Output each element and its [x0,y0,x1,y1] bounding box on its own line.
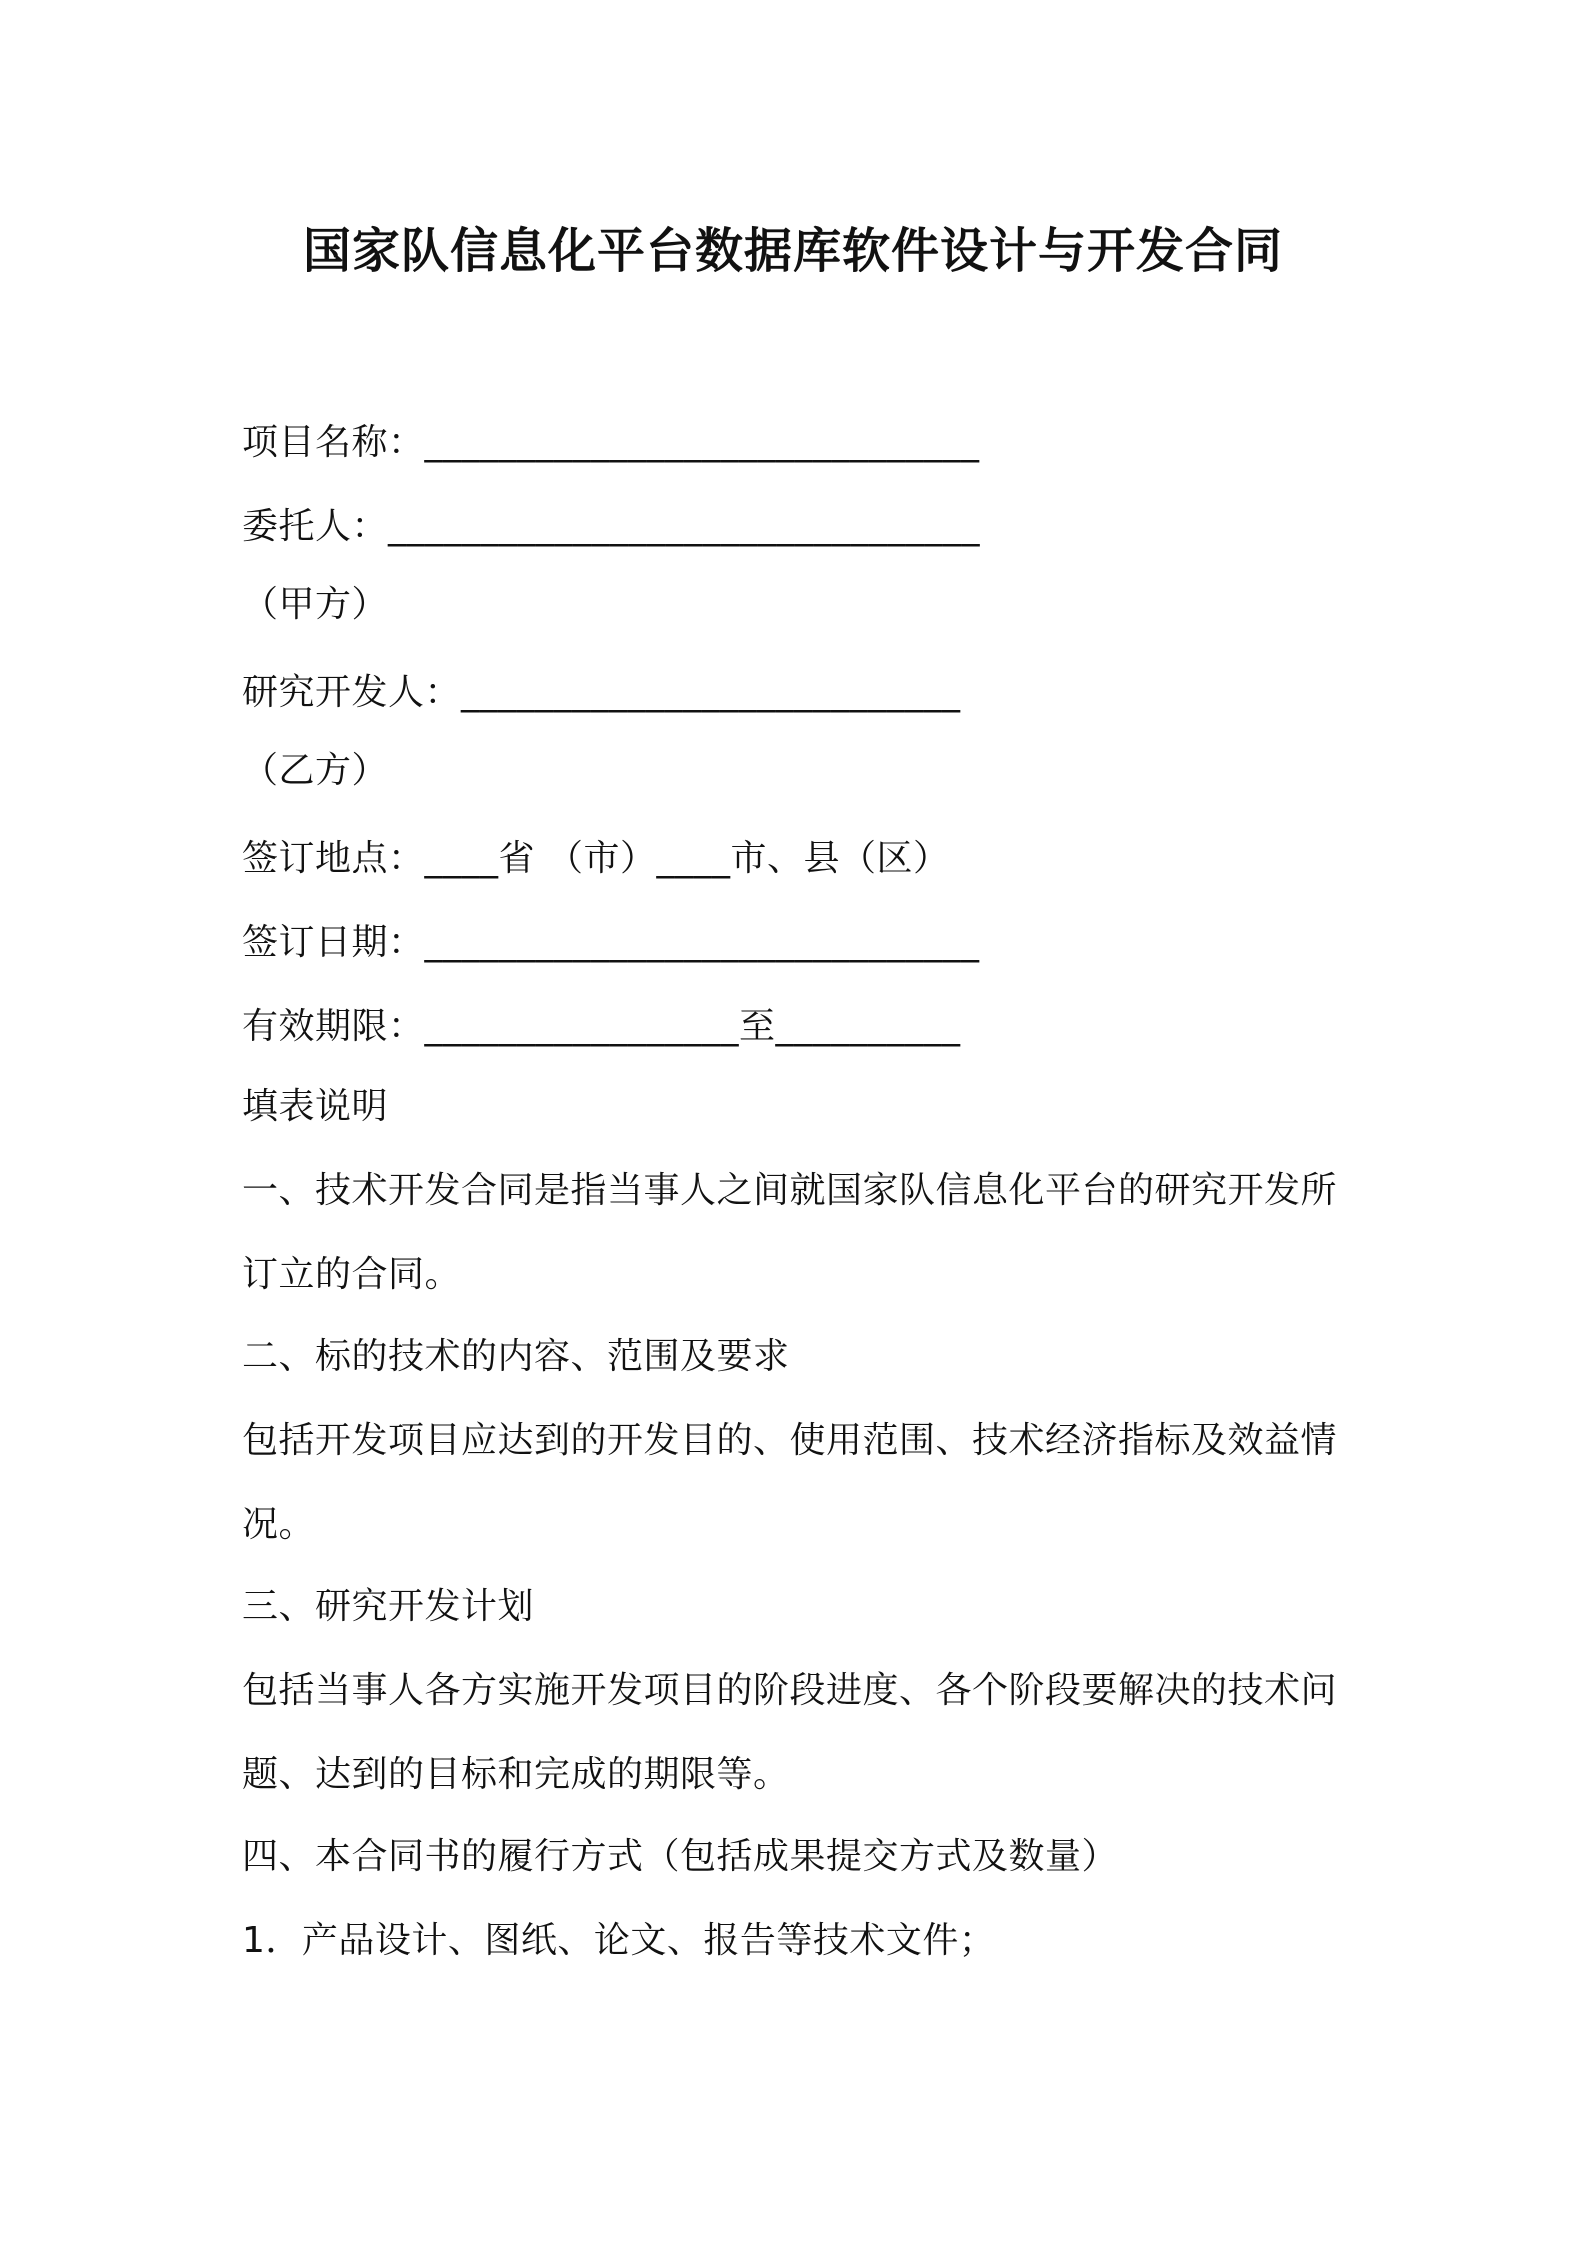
body-line: 包括当事人各方实施开发项目的阶段进度、各个阶段要解决的技术问 [242,1670,1338,1711]
client-party-label: （甲方） [242,584,389,625]
validity-field: 有效期限：_________________至__________ [242,1006,961,1047]
project-name-field: 项目名称：______________________________ [242,422,980,463]
developer-field: 研究开发人：___________________________ [242,672,961,713]
body-line: 订立的合同。 [242,1254,462,1295]
body-line: 一、技术开发合同是指当事人之间就国家队信息化平台的研究开发所 [242,1170,1338,1211]
developer-party-label: （乙方） [242,750,389,791]
body-line: 1．产品设计、图纸、论文、报告等技术文件； [242,1920,996,1961]
body-line: 题、达到的目标和完成的期限等。 [242,1754,790,1795]
document-title: 国家队信息化平台数据库软件设计与开发合同 [302,223,1283,279]
body-line: 包括开发项目应达到的开发目的、使用范围、技术经济指标及效益情 [242,1420,1338,1461]
section-heading: 四、本合同书的履行方式（包括成果提交方式及数量） [242,1836,1119,1877]
sign-date-field: 签订日期：______________________________ [242,922,980,963]
sign-place-field: 签订地点：____省 （市）____市、县（区） [242,838,950,879]
section-heading: 三、研究开发计划 [242,1586,535,1627]
instructions-heading: 填表说明 [242,1086,389,1127]
section-heading: 二、标的技术的内容、范围及要求 [242,1336,790,1377]
body-line: 况。 [242,1504,316,1545]
client-field: 委托人：________________________________ [242,506,981,547]
